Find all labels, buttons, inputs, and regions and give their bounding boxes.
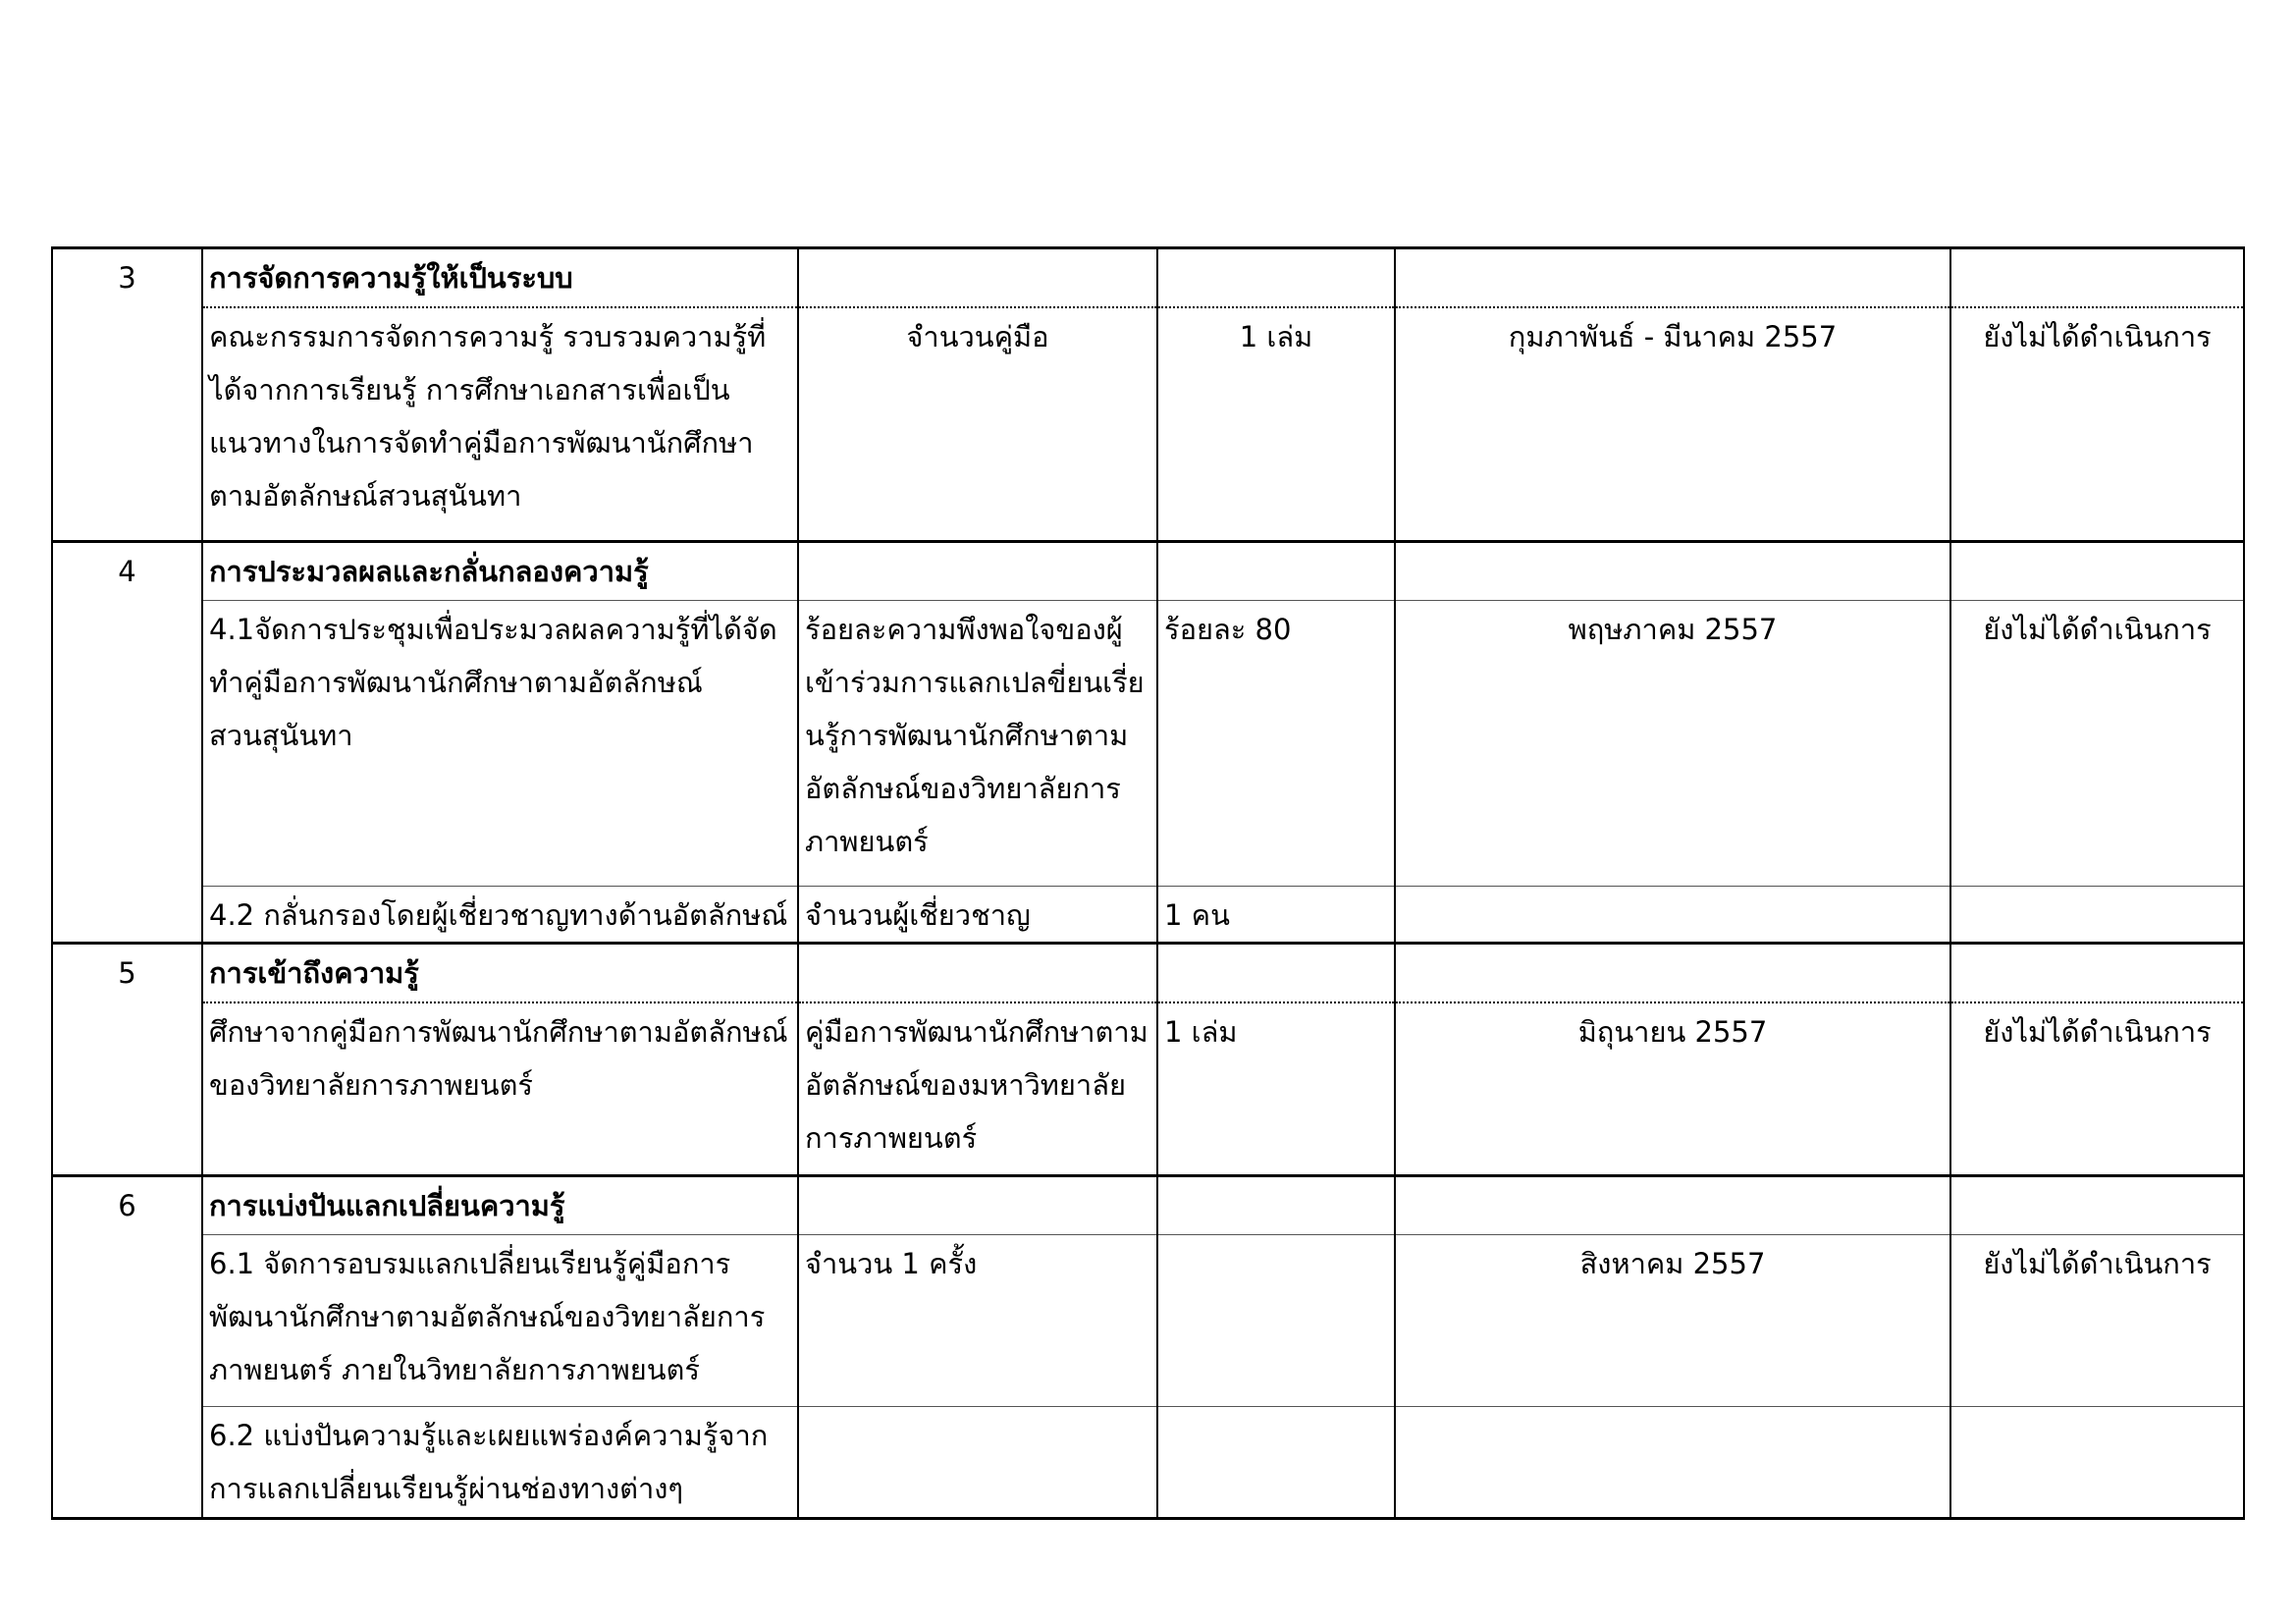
- activity-cell: ศึกษาจากคู่มือการพัฒนานักศึกษาตามอัตลักษณ์ของวิทยาลัยการภาพยนตร์: [202, 1002, 798, 1176]
- target-cell: 1 เล่ม: [1157, 307, 1395, 542]
- empty-cell: [1950, 248, 2244, 308]
- indicator-cell: ร้อยละความพึงพอใจของผู้เข้าร่วมการแลกเปลขี่ยนเรี่ยนรู้การพัฒนานักศึกษาตามอัตลักษณ์ของวิทยาลัยการภาพยนตร์: [798, 601, 1157, 887]
- section-title: การจัดการความรู้ให้เป็นระบบ: [202, 248, 798, 308]
- section-header-row: [52, 944, 2244, 1003]
- empty-cell: [1950, 1176, 2244, 1235]
- status-cell: [1950, 887, 2244, 944]
- section-title: การเข้าถึงความรู้: [202, 944, 798, 1003]
- target-cell: 1 เล่ม: [1157, 1002, 1395, 1176]
- table-row: [52, 1235, 2244, 1407]
- indicator-cell: คู่มือการพัฒนานักศึกษาตามอัตลักษณ์ของมหาวิทยาลัยการภาพยนตร์: [798, 1002, 1157, 1176]
- activity-cell: คณะกรรมการจัดการความรู้ รวบรวมความรู้ที่ได้จากการเรียนรู้ การศึกษาเอกสารเพื่อเป็นแนวทางในการจัดทำคู่มือการพัฒนานักศึกษาตามอัตลักษณ์สวนสุนันทา: [202, 307, 798, 542]
- empty-cell: [1395, 1176, 1950, 1235]
- period-cell: กุมภาพันธ์ - มีนาคม 2557: [1395, 307, 1950, 542]
- period-cell: สิงหาคม 2557: [1395, 1235, 1950, 1407]
- section-header-row: [52, 248, 2244, 308]
- empty-cell: [798, 248, 1157, 308]
- target-cell: [1157, 1407, 1395, 1519]
- empty-cell: [1395, 248, 1950, 308]
- section-title: การแบ่งปันแลกเปลี่ยนความรู้: [202, 1176, 798, 1235]
- section-number: 5: [52, 944, 202, 1176]
- status-cell: ยังไม่ได้ดำเนินการ: [1950, 307, 2244, 542]
- status-cell: ยังไม่ได้ดำเนินการ: [1950, 601, 2244, 887]
- period-cell: [1395, 1407, 1950, 1519]
- section-header-row: [52, 542, 2244, 601]
- indicator-cell: [798, 1407, 1157, 1519]
- empty-cell: [798, 1176, 1157, 1235]
- empty-cell: [1395, 944, 1950, 1003]
- table-row: [52, 887, 2244, 944]
- indicator-cell: จำนวนคู่มือ: [798, 307, 1157, 542]
- section-number: 4: [52, 542, 202, 944]
- activity-cell: 6.2 แบ่งปันความรู้และเผยแพร่องค์ความรู้จากการแลกเปลี่ยนเรียนรู้ผ่านช่องทางต่างๆ: [202, 1407, 798, 1519]
- section-header-row: [52, 1176, 2244, 1235]
- empty-cell: [1950, 542, 2244, 601]
- table-row: [52, 601, 2244, 887]
- activity-cell: 4.1จัดการประชุมเพื่อประมวลผลความรู้ที่ได้จัดทำคู่มือการพัฒนานักศึกษาตามอัตลักษณ์สวนสุนันทา: [202, 601, 798, 887]
- period-cell: มิถุนายน 2557: [1395, 1002, 1950, 1176]
- empty-cell: [1950, 944, 2244, 1003]
- empty-cell: [798, 944, 1157, 1003]
- table-row: [52, 307, 2244, 542]
- indicator-cell: จำนวน 1 ครั้ง: [798, 1235, 1157, 1407]
- empty-cell: [1157, 542, 1395, 601]
- indicator-cell: จำนวนผู้เชี่ยวชาญ: [798, 887, 1157, 944]
- empty-cell: [1395, 542, 1950, 601]
- table-row: [52, 1407, 2244, 1519]
- empty-cell: [1157, 248, 1395, 308]
- status-cell: ยังไม่ได้ดำเนินการ: [1950, 1002, 2244, 1176]
- target-cell: 1 คน: [1157, 887, 1395, 944]
- status-cell: ยังไม่ได้ดำเนินการ: [1950, 1235, 2244, 1407]
- section-title: การประมวลผลและกลั่นกลองความรู้: [202, 542, 798, 601]
- km-plan-table: [51, 246, 2245, 1520]
- section-number: 6: [52, 1176, 202, 1519]
- period-cell: [1395, 887, 1950, 944]
- table-row: [52, 1002, 2244, 1176]
- activity-cell: 6.1 จัดการอบรมแลกเปลี่ยนเรียนรู้คู่มือการพัฒนานักศึกษาตามอัตลักษณ์ของวิทยาลัยการภาพยนตร์ ภายในวิทยาลัยการภาพยนตร์: [202, 1235, 798, 1407]
- empty-cell: [798, 542, 1157, 601]
- empty-cell: [1157, 1176, 1395, 1235]
- target-cell: [1157, 1235, 1395, 1407]
- period-cell: พฤษภาคม 2557: [1395, 601, 1950, 887]
- activity-cell: 4.2 กลั่นกรองโดยผู้เชี่ยวชาญทางด้านอัตลักษณ์: [202, 887, 798, 944]
- target-cell: ร้อยละ 80: [1157, 601, 1395, 887]
- status-cell: [1950, 1407, 2244, 1519]
- section-number: 3: [52, 248, 202, 542]
- empty-cell: [1157, 944, 1395, 1003]
